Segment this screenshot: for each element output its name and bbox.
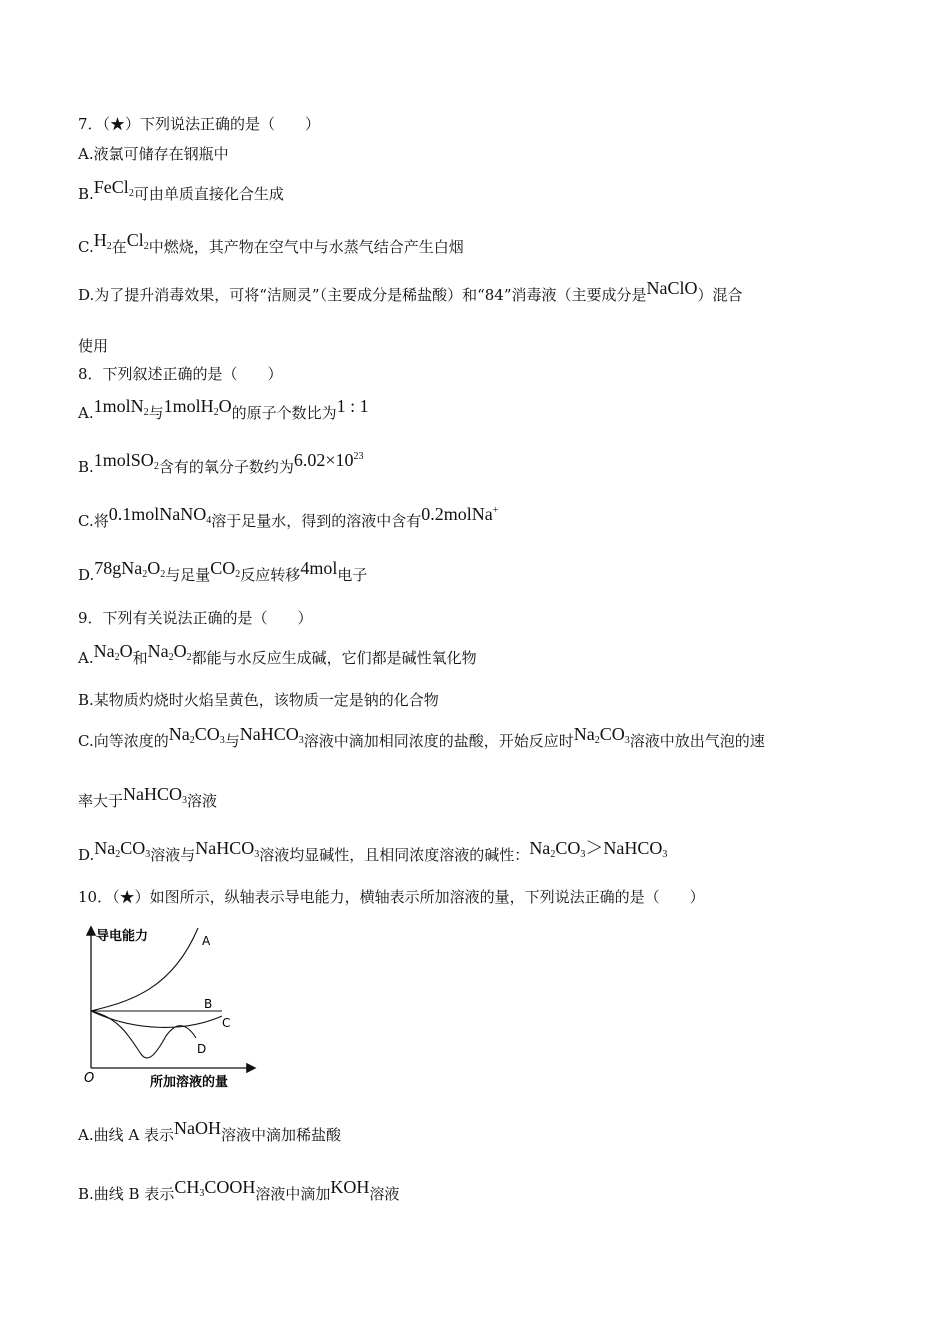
q9-option-b: B.某物质灼烧时火焰呈黄色，该物质一定是钠的化合物 bbox=[78, 691, 439, 709]
q9-option-c-line2: 率大于NaHCO$_3$溶液 bbox=[78, 784, 218, 810]
q9-option-c: C.向等浓度的$Na_2CO_3$与NaHCO$_3$溶液中滴加相同浓度的盐酸，开始反应时$Na_2CO_3$溶液中放出气泡的速 bbox=[78, 724, 765, 750]
q8-stem: 8．下列叙述正确的是（ ） bbox=[78, 365, 283, 383]
q9-stem: 9．下列有关说法正确的是（ ） bbox=[78, 609, 313, 627]
q8-option-a: A.1molN$_2$与1molH$_2$O的原子个数比为1 : 1 bbox=[78, 396, 369, 422]
curve-label-a: A bbox=[202, 934, 211, 948]
q9-option-a: $A.Na_2O$和$Na_2O_2$都能与水反应生成碱，它们都是碱性氧化物 bbox=[78, 641, 477, 667]
conductivity-figure bbox=[76, 922, 266, 1092]
y-axis-label: 导电能力 bbox=[96, 929, 149, 944]
origin-label: O bbox=[84, 1071, 95, 1086]
q7-stem: 7．（★）下列说法正确的是（ ） bbox=[78, 115, 321, 133]
curve-label-c: C bbox=[222, 1016, 231, 1030]
q8-option-d: $D.78gNa_2O_2$与足量$CO_2$反应转移4mol电子 bbox=[78, 558, 368, 584]
q7-option-b: B.FeCl$_2$可由单质直接化合生成 bbox=[78, 177, 284, 203]
q7-option-a: A.液氯可储存在钢瓶中 bbox=[78, 145, 229, 163]
q10-option-b: B.曲线 B 表示$CH_3COOH$溶液中滴加KOH溶液 bbox=[78, 1177, 400, 1203]
x-axis-label: 所加溶液的量 bbox=[150, 1075, 229, 1090]
q9-option-d: $D.Na_2CO_3$溶液与NaHCO$_3$溶液均显碱性，且相同浓度溶液的碱性：$Na_2CO_3>NaHCO_3$ bbox=[78, 838, 668, 864]
q7-option-d: D.为了提升消毒效果，可将“洁厕灵”（主要成分是稀盐酸）和“84”消毒液（主要成分是NaClO）混合 bbox=[78, 278, 743, 304]
curve-label-d: D bbox=[197, 1042, 207, 1056]
q7-option-d-line2: 使用 bbox=[78, 337, 109, 355]
curve-label-b: B bbox=[204, 997, 213, 1011]
q10-option-a: A.曲线 A 表示NaOH溶液中滴加稀盐酸 bbox=[78, 1118, 341, 1144]
q10-stem: 10．（★）如图所示，纵轴表示导电能力，横轴表示所加溶液的量，下列说法正确的是（ ） bbox=[78, 888, 705, 906]
q8-option-c: C.将0.1molNaNO$_4$溶于足量水，得到的溶液中含有0.2molNa+ bbox=[78, 504, 499, 530]
q7-option-c: $C.H_2$在$Cl_2$中燃烧，其产物在空气中与水蒸气结合产生白烟 bbox=[78, 230, 464, 256]
q8-option-b: B.1molSO$_2$含有的氧分子数约为$6.02\times 10^{23}$ bbox=[78, 450, 364, 476]
